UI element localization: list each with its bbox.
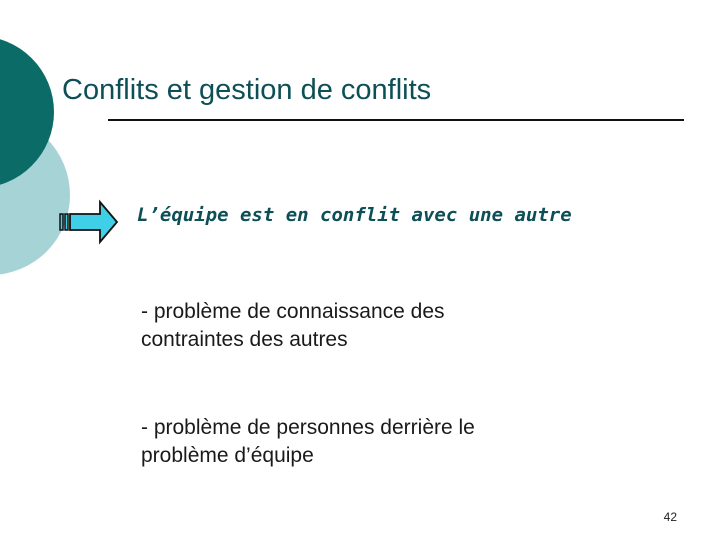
page-number: 42 [663, 510, 677, 524]
bullet-line: - problème de personnes derrière le [141, 416, 475, 439]
bullet-line: - problème de connaissance des [141, 300, 445, 323]
slide-title: Conflits et gestion de conflits [62, 74, 432, 106]
decorative-circles [0, 0, 120, 300]
slide-heading: L’équipe est en conflit avec une autre [137, 204, 572, 226]
title-underline [108, 119, 684, 121]
bullet-item [141, 414, 475, 470]
right-arrow-icon [58, 199, 120, 245]
bullet-item [141, 298, 445, 354]
bullet-line: contraintes des autres [141, 328, 348, 351]
bullet-line: problème d’équipe [141, 444, 314, 467]
